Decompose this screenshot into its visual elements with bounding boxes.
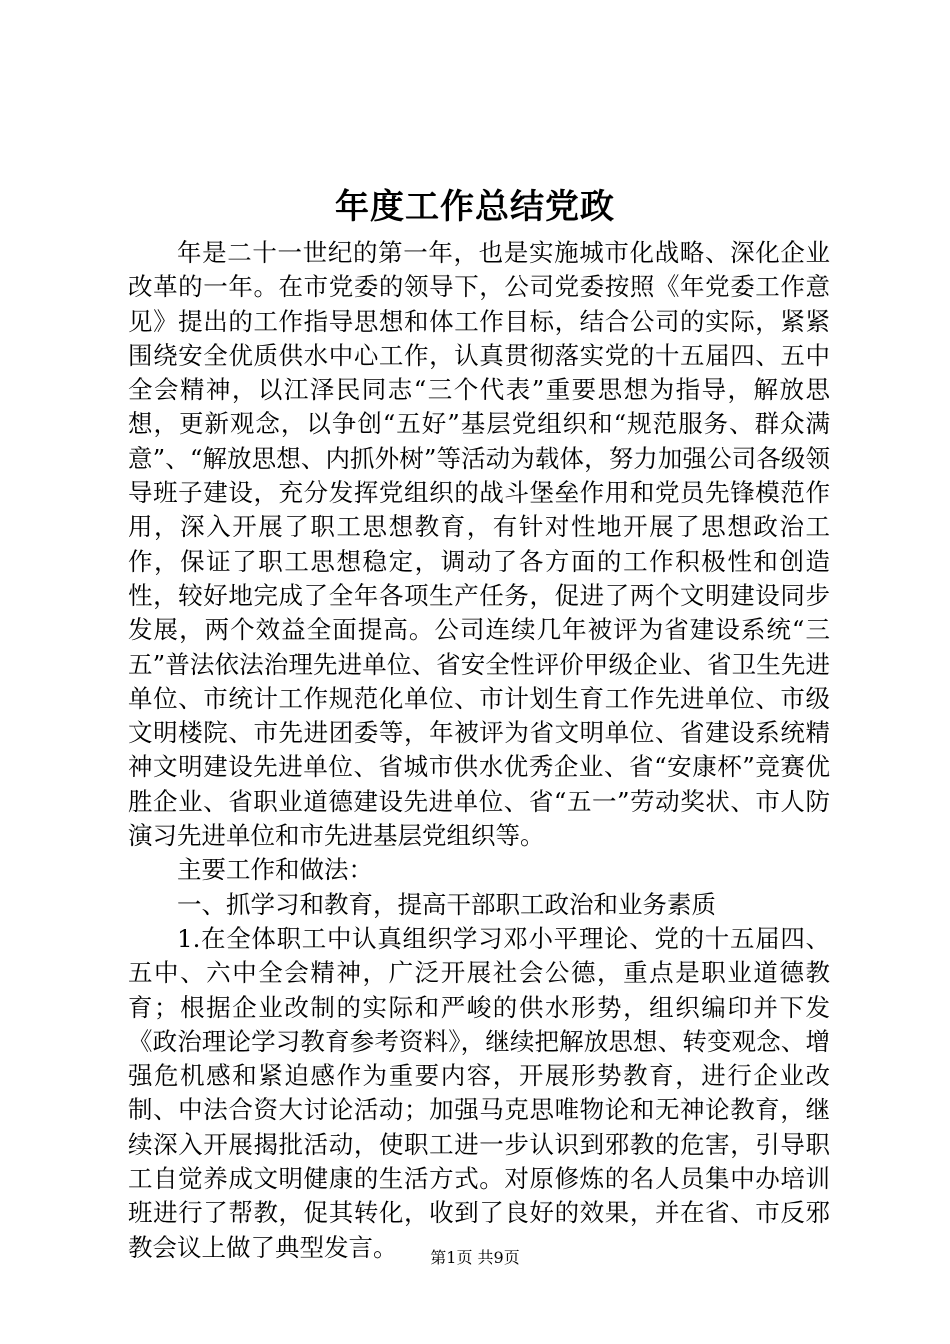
paragraph-section-one-heading: 一、抓学习和教育，提高干部职工政治和业务素质 [177, 889, 716, 919]
paragraph-main-work-heading: 主要工作和做法： [177, 855, 373, 885]
document-body [128, 236, 830, 1265]
page-footer: 第1页 共9页 [430, 1248, 520, 1267]
paragraph-intro: 年是二十一世纪的第一年，也是实施城市化战略、深化企业改革的一年。在市党委的领导下，公司党委按照《年党委工作意见》提出的工作指导思想和体工作目标，结合公司的实际，紧紧围绕安全优质供水中心工作，认真贯彻落实党的十五届四、五中全会精神，以江泽民同志“三个代表”重要思想为指导，解放思想，更新观念，以争创“五好”基层党组织和“规范服务、群众满意”、“解放思想、内抓外树”等活动为载体，努力加强公司各级领导班子建设，充分发挥党组织的战斗堡垒作用和党员先锋模范作用，深入开展了职工思想教育，有针对性地开展了思想政治工作，保证了职工思想稳定，调动了各方面的工作积极性和创造性，较好地完成了全年各项生产任务，促进了两个文明建设同步发展，两个效益全面提高。公司连续几年被评为省建设系统“三五”普法依法治理先进单位、省安全性评价甲级企业、省卫生先进单位、市统计工作规范化单位、市计划生育工作先进单位、市级文明楼院、市先进团委等，年被评为省文明单位、省建设系统精神文明建设先进单位、省城市供水优秀企业、省“安康杯”竞赛优胜企业、省职业道德建设先进单位、省“五一”劳动奖状、市人防演习先进单位和市先进基层党组织等。 [128, 238, 830, 851]
document-title: 年度工作总结党政 [335, 187, 615, 227]
paragraph-item-one: 1.在全体职工中认真组织学习邓小平理论、党的十五届四、五中、六中全会精神，广泛开展社会公德，重点是职业道德教育；根据企业改制的实际和严峻的供水形势，组织编印并下发《政治理论学习教育参考资料》，继续把解放思想、转变观念、增强危机感和紧迫感作为重要内容，开展形势教育，进行企业改制、中法合资大讨论活动；加强马克思唯物论和无神论教育，继续深入开展揭批活动，使职工进一步认识到邪教的危害，引导职工自觉养成文明健康的生活方式。对原修炼的名人员集中办培训班进行了帮教，促其转化，收到了良好的效果，并在省、市反邪教会议上做了典型发言。 [128, 923, 830, 1262]
